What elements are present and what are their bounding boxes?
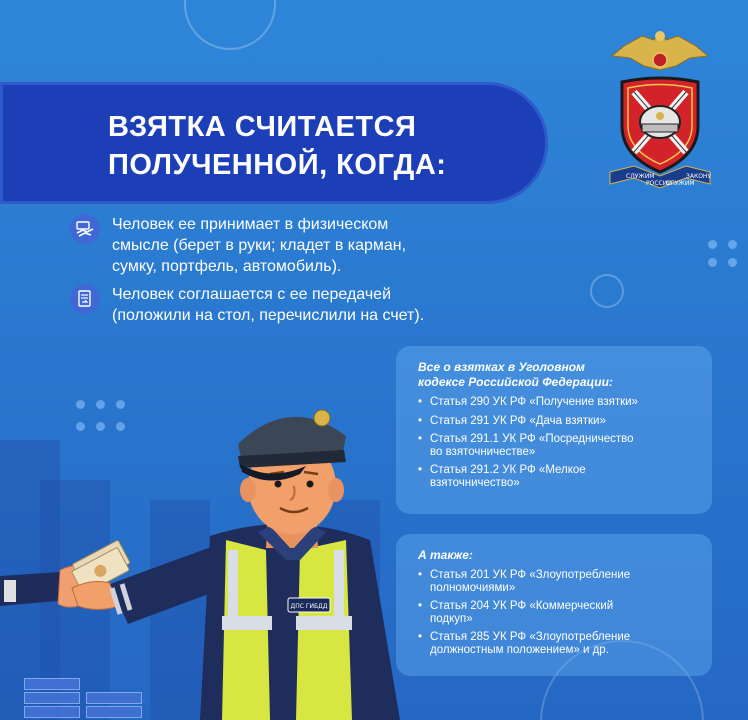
card-heading-line: А также: xyxy=(418,548,473,562)
article-line: • Статья 291.1 УК РФ «Посредничество xyxy=(430,433,634,445)
article-list xyxy=(418,396,698,489)
article-line: • Статья 291 УК РФ «Дача взятки» xyxy=(430,414,606,427)
title-line: ПОЛУЧЕННОЙ, КОГДА: xyxy=(108,149,447,181)
article-item xyxy=(418,631,698,656)
handshake-money-icon xyxy=(70,214,100,244)
article-line: взяточничество» xyxy=(430,476,520,489)
also-card xyxy=(396,534,712,676)
article-line: • Статья 291.2 УК РФ «Мелкое xyxy=(430,464,586,476)
card-heading xyxy=(418,548,698,563)
article-line: должностным положением» и др. xyxy=(430,643,609,656)
bullet-line: Человек соглашается с ее передачей xyxy=(112,286,392,303)
article-item xyxy=(418,569,698,594)
codex-card xyxy=(396,346,712,514)
card-heading-line: кодексе Российской Федерации: xyxy=(418,375,613,389)
bullet-line: (положили на стол, перечислили на счет). xyxy=(112,307,425,324)
decorative-circle xyxy=(184,0,276,50)
emblem-ribbon-text: ЗАКОНУ xyxy=(686,173,712,180)
card-heading-line: Все о взятках в Уголовном xyxy=(418,360,585,374)
article-line: • Статья 204 УК РФ «Коммерческий xyxy=(430,600,614,612)
card-heading xyxy=(418,360,698,390)
article-item xyxy=(418,396,698,409)
bullet-line: сумку, портфель, автомобиль). xyxy=(112,258,342,275)
page-title xyxy=(108,108,528,184)
traffic-officer-illustration xyxy=(0,400,420,720)
police-emblem-icon xyxy=(604,26,716,190)
article-line: полномочиями» xyxy=(430,581,516,594)
bullet-item xyxy=(70,214,570,280)
article-line: подкуп» xyxy=(430,612,473,625)
article-item xyxy=(418,464,698,489)
article-item xyxy=(418,433,698,458)
article-item xyxy=(418,600,698,625)
emblem-ribbon-text: СЛУЖИМ xyxy=(666,180,695,187)
officer-badge-text: ДПС ГИБДД xyxy=(290,603,328,610)
article-item xyxy=(418,415,698,428)
article-line: во взяточничестве» xyxy=(430,445,536,458)
article-line: • Статья 201 УК РФ «Злоупотребление xyxy=(430,569,631,581)
document-transfer-icon xyxy=(70,284,100,314)
article-line: • Статья 285 УК РФ «Злоупотребление xyxy=(430,631,631,643)
bullet-line: смысле (берет в руки; кладет в карман, xyxy=(112,237,407,254)
article-list xyxy=(418,569,698,656)
emblem-ribbon-text: СЛУЖИМ xyxy=(626,173,655,180)
bullet-line: Человек ее принимает в физическом xyxy=(112,216,389,233)
decorative-circle xyxy=(590,274,624,308)
article-line: • Статья 290 УК РФ «Получение взятки» xyxy=(430,396,638,408)
title-line: ВЗЯТКА СЧИТАЕТСЯ xyxy=(108,111,417,143)
emblem-ribbon-text: РОССИИ xyxy=(646,180,672,187)
bullet-item xyxy=(70,284,570,328)
